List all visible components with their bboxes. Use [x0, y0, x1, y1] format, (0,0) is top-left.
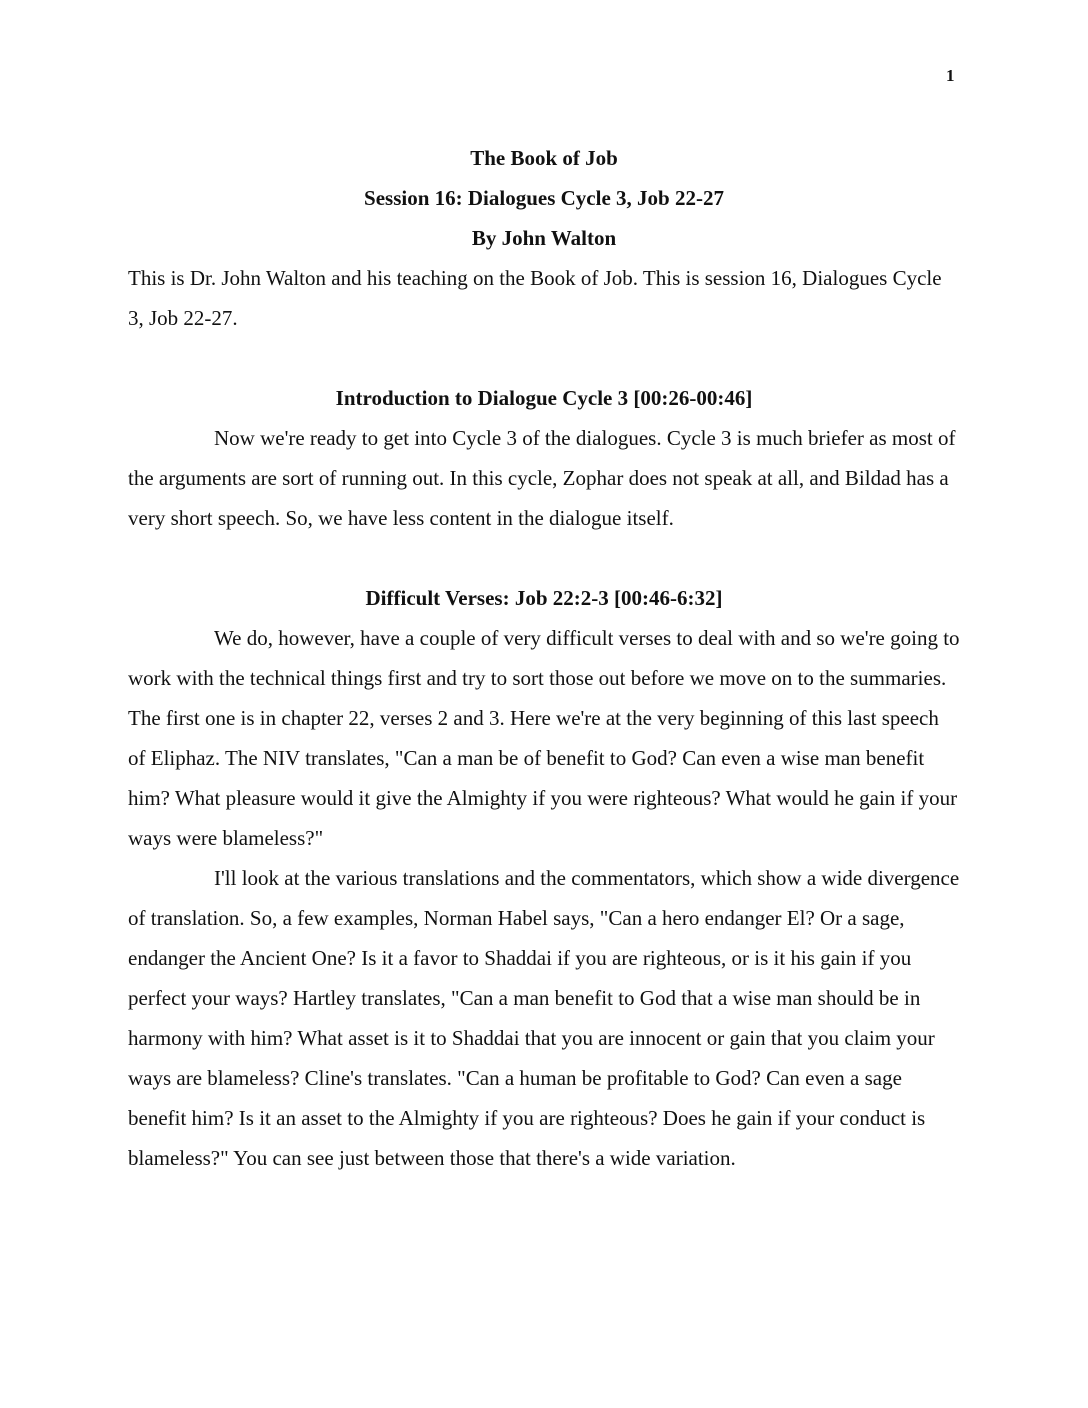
- document-body: [128, 138, 960, 1178]
- section-paragraph: Now we're ready to get into Cycle 3 of the dialogues. Cycle 3 is much briefer as most of the arguments are sort of running out. In this cycle, Zophar does not speak at all, and Bildad has a very short speech. So, we have less content in the dialogue itself.: [128, 426, 956, 530]
- section-heading-intro-cycle-3: Introduction to Dialogue Cycle 3 [00:26-00:46]: [335, 386, 753, 410]
- section-heading-difficult-verses: Difficult Verses: Job 22:2-3 [00:46-6:32]: [365, 586, 723, 610]
- page-number: 1: [946, 66, 955, 85]
- session-title: Session 16: Dialogues Cycle 3, Job 22-27: [364, 186, 724, 210]
- section-paragraph: I'll look at the various translations and the commentators, which show a wide divergence of translation. So, a few examples, Norman Habel says, "Can a hero endanger El? Or a sage, endanger the Ancient One? Is it a favor to Shaddai if you are righteous, or is it his gain if you perfect your ways? Hartley translates, "Can a man benefit to God that a wise man should be in harmony with him? What asset is it to Shaddai that you are innocent or gain that you claim your ways are blameless? Cline's translates. "Can a human be profitable to God? Can even a sage benefit him? Is it an asset to the Almighty if you are righteous? Does he gain if your conduct is blameless?" You can see just between those that there's a wide variation.: [128, 866, 960, 1170]
- section-gap: [128, 538, 960, 578]
- author-line: By John Walton: [471, 226, 617, 250]
- intro-paragraph: This is Dr. John Walton and his teaching on the Book of Job. This is session 16, Dialogues Cycle 3, Job 22-27.: [128, 266, 942, 330]
- section-gap: [128, 338, 960, 378]
- document-title: The Book of Job: [470, 146, 618, 170]
- section-paragraph: We do, however, have a couple of very difficult verses to deal with and so we're going to work with the technical things first and try to sort those out before we move on to the summaries. The first one is in chapter 22, verses 2 and 3. Here we're at the very beginning of this last speech of Eliphaz. The NIV translates, "Can a man be of benefit to God? Can even a wise man benefit him? What pleasure would it give the Almighty if you were righteous? What would he gain if your ways were blameless?": [128, 626, 960, 850]
